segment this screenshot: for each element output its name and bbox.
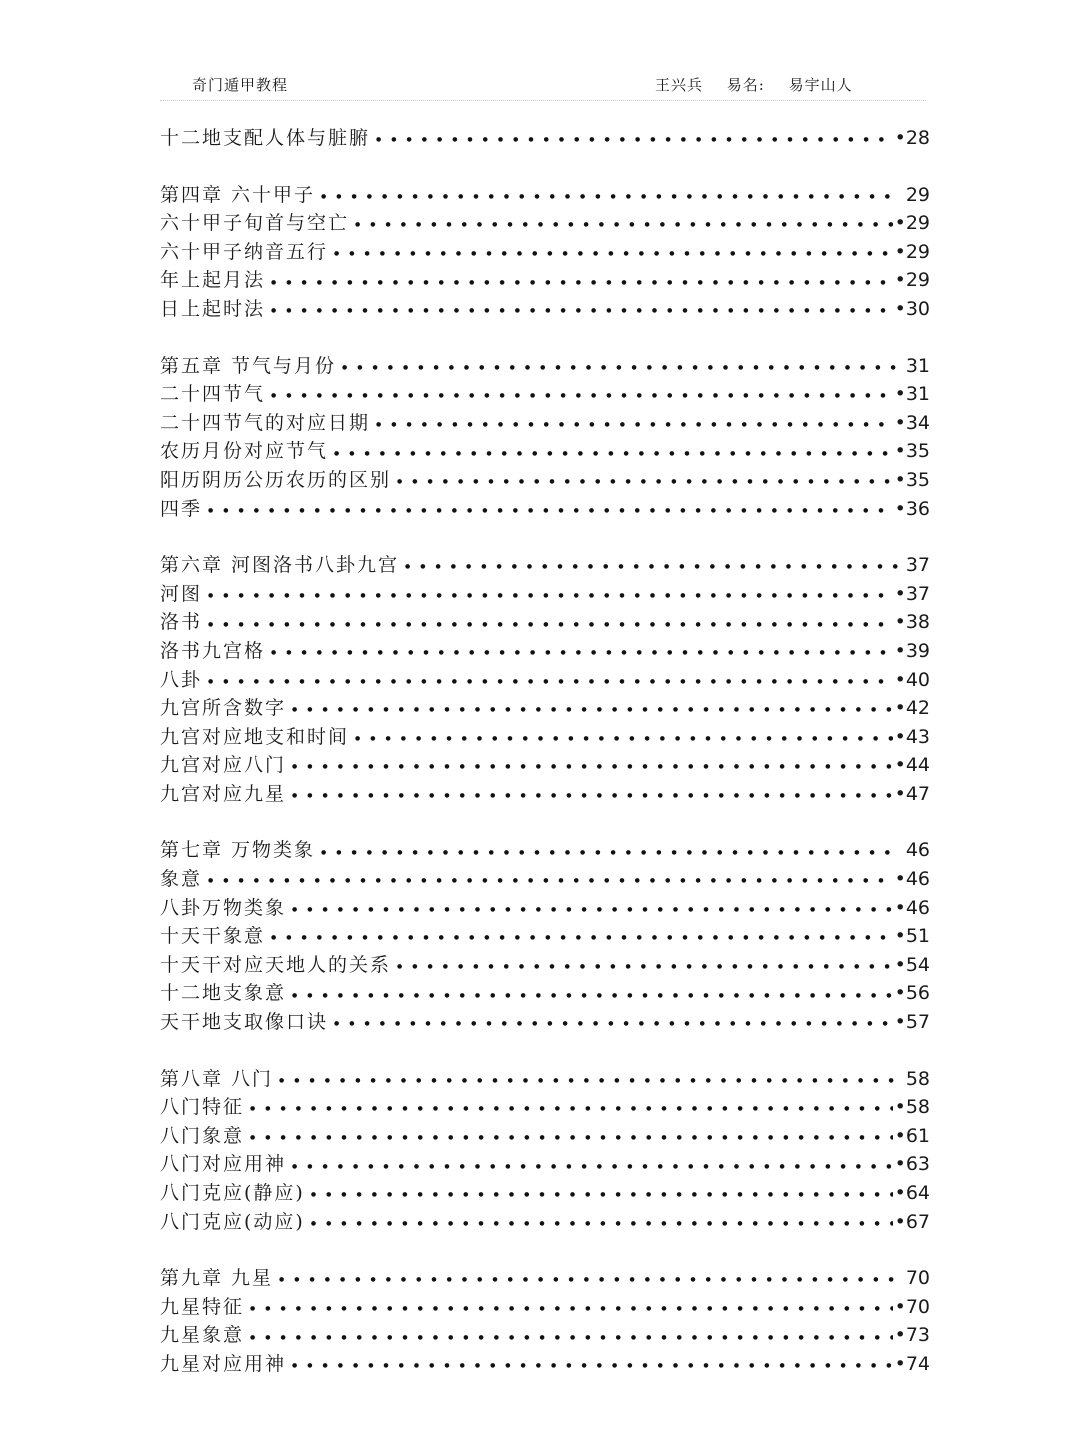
toc-entry-page-number: •31 — [894, 383, 930, 406]
toc-entry-title: 十天干对应天地人的关系 — [160, 953, 392, 976]
toc-entry-title: 二十四节气 — [160, 383, 266, 406]
toc-leader-dots — [321, 183, 898, 212]
toc-entry-title: 第九章 九星 — [160, 1267, 274, 1290]
toc-entry-page-number: •35 — [894, 440, 930, 463]
toc-entry-page-number: •51 — [894, 925, 930, 948]
toc-entry — [160, 124, 930, 153]
toc-entry — [160, 1093, 930, 1122]
toc-entry-title: 十二地支配人体与脏腑 — [160, 127, 371, 149]
toc-leader-dots — [250, 1324, 893, 1353]
toc-entry-title: 八门克应(静应) — [160, 1182, 305, 1204]
toc-section — [160, 836, 930, 1036]
toc-leader-dots — [271, 382, 893, 411]
toc-entry-title: 十天干象意 — [160, 925, 266, 948]
toc-leader-dots — [355, 725, 893, 754]
toc-entry — [160, 666, 930, 695]
toc-leader-dots — [397, 468, 893, 497]
toc-entry-page-number: •37 — [894, 582, 930, 605]
toc-leader-dots — [342, 354, 898, 383]
toc-entry — [160, 1065, 930, 1094]
toc-entry-page-number: •67 — [894, 1210, 930, 1233]
toc-entry-page-number: 70 — [905, 1267, 930, 1290]
toc-leader-dots — [292, 1153, 893, 1182]
toc-leader-dots — [321, 839, 898, 868]
toc-entry — [160, 1122, 930, 1151]
toc-entry — [160, 951, 930, 980]
toc-leader-dots — [355, 211, 893, 240]
toc-entry-page-number: •47 — [894, 782, 930, 805]
toc-entry-page-number: •44 — [894, 754, 930, 777]
toc-entry-title: 六十甲子纳音五行 — [160, 240, 329, 263]
toc-leader-dots — [376, 411, 893, 440]
toc-leader-dots — [271, 269, 893, 298]
toc-entry-title: 洛书 — [160, 611, 203, 634]
toc-entry — [160, 1150, 930, 1179]
toc-entry-title: 九宫所含数字 — [160, 697, 287, 720]
toc-entry-page-number: 37 — [905, 554, 930, 577]
toc-entry-page-number: •46 — [894, 868, 930, 891]
toc-section — [160, 551, 930, 808]
toc-entry — [160, 181, 930, 210]
toc-entry-page-number: •70 — [894, 1295, 930, 1318]
toc-entry-page-number: •42 — [894, 697, 930, 720]
toc-entry-page-number: •38 — [894, 611, 930, 634]
toc-entry — [160, 979, 930, 1008]
toc-leader-dots — [405, 553, 898, 582]
toc-entry — [160, 580, 930, 609]
toc-entry — [160, 1179, 930, 1208]
toc-entry-title: 洛书九宫格 — [160, 639, 266, 662]
toc-entry — [160, 780, 930, 809]
toc-leader-dots — [279, 1266, 898, 1295]
toc-entry-page-number: 31 — [905, 354, 930, 377]
toc-entry-page-number: •54 — [894, 953, 930, 976]
toc-entry — [160, 1321, 930, 1350]
toc-leader-dots — [208, 611, 893, 640]
toc-entry-page-number: •74 — [894, 1352, 930, 1375]
toc-entry — [160, 238, 930, 267]
toc-section — [160, 1264, 930, 1378]
toc-leader-dots — [250, 1295, 893, 1324]
toc-entry-page-number: •58 — [894, 1096, 930, 1119]
toc-entry-page-number: •73 — [894, 1324, 930, 1347]
toc-entry-title: 日上起时法 — [160, 297, 266, 320]
toc-leader-dots — [292, 753, 893, 782]
toc-entry-title: 八卦万物类象 — [160, 896, 287, 919]
toc-entry — [160, 922, 930, 951]
toc-entry-title: 八门对应用神 — [160, 1153, 287, 1176]
toc-entry — [160, 836, 930, 865]
toc-entry-page-number: •36 — [894, 497, 930, 520]
toc-entry-page-number: 29 — [905, 183, 930, 206]
toc-entry — [160, 723, 930, 752]
toc-entry-title: 农历月份对应节气 — [160, 440, 329, 463]
page-header — [150, 74, 926, 98]
header-divider — [160, 100, 926, 101]
toc-entry — [160, 1208, 930, 1237]
toc-entry-title: 八门特征 — [160, 1096, 245, 1119]
toc-entry — [160, 1008, 930, 1037]
toc-entry — [160, 1293, 930, 1322]
toc-leader-dots — [208, 582, 893, 611]
toc-entry — [160, 295, 930, 324]
toc-entry — [160, 352, 930, 381]
toc-entry-page-number: •63 — [894, 1153, 930, 1176]
toc-leader-dots — [292, 1352, 893, 1381]
toc-entry-title: 第五章 节气与月份 — [160, 354, 337, 377]
toc-entry-title: 阳历阴历公历农历的区别 — [160, 468, 392, 491]
toc-entry-title: 九星对应用神 — [160, 1352, 287, 1375]
toc-entry-title: 年上起月法 — [160, 269, 266, 292]
toc-leader-dots — [292, 696, 893, 725]
toc-leader-dots — [208, 867, 893, 896]
toc-leader-dots — [292, 896, 893, 925]
toc-entry — [160, 751, 930, 780]
header-author: 王兴兵 易名: 易宇山人 — [655, 76, 853, 94]
toc-entry — [160, 551, 930, 580]
toc-entry-title: 二十四节气的对应日期 — [160, 411, 371, 434]
toc-entry-title: 八门克应(动应) — [160, 1210, 305, 1233]
toc-leader-dots — [250, 1124, 893, 1153]
toc-leader-dots — [311, 1210, 893, 1239]
toc-entry-page-number: •61 — [894, 1124, 930, 1147]
toc-entry — [160, 1350, 930, 1379]
toc-section — [160, 124, 930, 153]
toc-section — [160, 181, 930, 324]
toc-entry-page-number: •35 — [894, 468, 930, 491]
toc-leader-dots — [271, 639, 893, 668]
toc-leader-dots — [397, 953, 893, 982]
toc-section — [160, 352, 930, 524]
toc-entry-title: 八卦 — [160, 668, 203, 691]
toc-entry-page-number: •57 — [894, 1011, 930, 1034]
toc-entry-page-number: 58 — [905, 1067, 930, 1090]
toc-entry — [160, 437, 930, 466]
toc-leader-dots — [208, 668, 893, 697]
toc-entry-page-number: •46 — [894, 896, 930, 919]
toc-entry-title: 九宫对应地支和时间 — [160, 725, 350, 748]
toc-entry-page-number: •56 — [894, 982, 930, 1005]
toc-section — [160, 1065, 930, 1237]
toc-entry-title: 九星特征 — [160, 1295, 245, 1318]
toc-entry — [160, 894, 930, 923]
toc-entry — [160, 266, 930, 295]
toc-entry — [160, 865, 930, 894]
toc-leader-dots — [376, 126, 893, 155]
toc-leader-dots — [292, 782, 893, 811]
toc-entry — [160, 466, 930, 495]
toc-entry-page-number: •40 — [894, 668, 930, 691]
toc-entry-title: 六十甲子旬首与空亡 — [160, 212, 350, 235]
toc-entry-page-number: •29 — [894, 240, 930, 263]
toc-entry-title: 四季 — [160, 497, 203, 520]
toc-entry — [160, 1264, 930, 1293]
toc-entry-title: 九宫对应八门 — [160, 754, 287, 777]
toc-entry-title: 河图 — [160, 582, 203, 605]
toc-entry-title: 十二地支象意 — [160, 982, 287, 1005]
toc-entry-title: 第六章 河图洛书八卦九宫 — [160, 554, 400, 577]
toc-entry-title: 第四章 六十甲子 — [160, 183, 316, 206]
toc-leader-dots — [334, 440, 893, 469]
toc-entry-page-number: •34 — [894, 411, 930, 434]
toc-entry — [160, 495, 930, 524]
toc-entry-page-number: •30 — [894, 297, 930, 320]
toc-leader-dots — [292, 982, 893, 1011]
toc-leader-dots — [279, 1067, 898, 1096]
toc-leader-dots — [271, 297, 893, 326]
toc-entry-title: 天干地支取像口诀 — [160, 1011, 329, 1034]
toc-entry-page-number: •29 — [894, 269, 930, 292]
toc-entry-page-number: •39 — [894, 639, 930, 662]
toc-entry-page-number: •64 — [894, 1182, 930, 1204]
header-book-title: 奇门遁甲教程 — [192, 76, 289, 94]
toc-leader-dots — [334, 1010, 893, 1039]
toc-leader-dots — [250, 1095, 893, 1124]
toc-leader-dots — [311, 1181, 893, 1210]
toc-entry — [160, 209, 930, 238]
toc-leader-dots — [271, 924, 893, 953]
table-of-contents — [160, 124, 930, 1407]
toc-entry-title: 象意 — [160, 868, 203, 891]
toc-entry-page-number: •43 — [894, 725, 930, 748]
toc-entry-page-number: •29 — [894, 212, 930, 235]
toc-entry — [160, 409, 930, 438]
toc-entry-title: 八门象意 — [160, 1124, 245, 1147]
toc-entry — [160, 608, 930, 637]
toc-entry — [160, 694, 930, 723]
toc-entry-title: 第八章 八门 — [160, 1067, 274, 1090]
toc-entry-title: 九宫对应九星 — [160, 782, 287, 805]
toc-leader-dots — [334, 240, 893, 269]
toc-entry — [160, 380, 930, 409]
toc-leader-dots — [208, 497, 893, 526]
toc-entry-page-number: 46 — [905, 839, 930, 862]
toc-entry-title: 第七章 万物类象 — [160, 839, 316, 862]
toc-entry-page-number: •28 — [894, 127, 930, 149]
toc-entry — [160, 637, 930, 666]
toc-entry-title: 九星象意 — [160, 1324, 245, 1347]
